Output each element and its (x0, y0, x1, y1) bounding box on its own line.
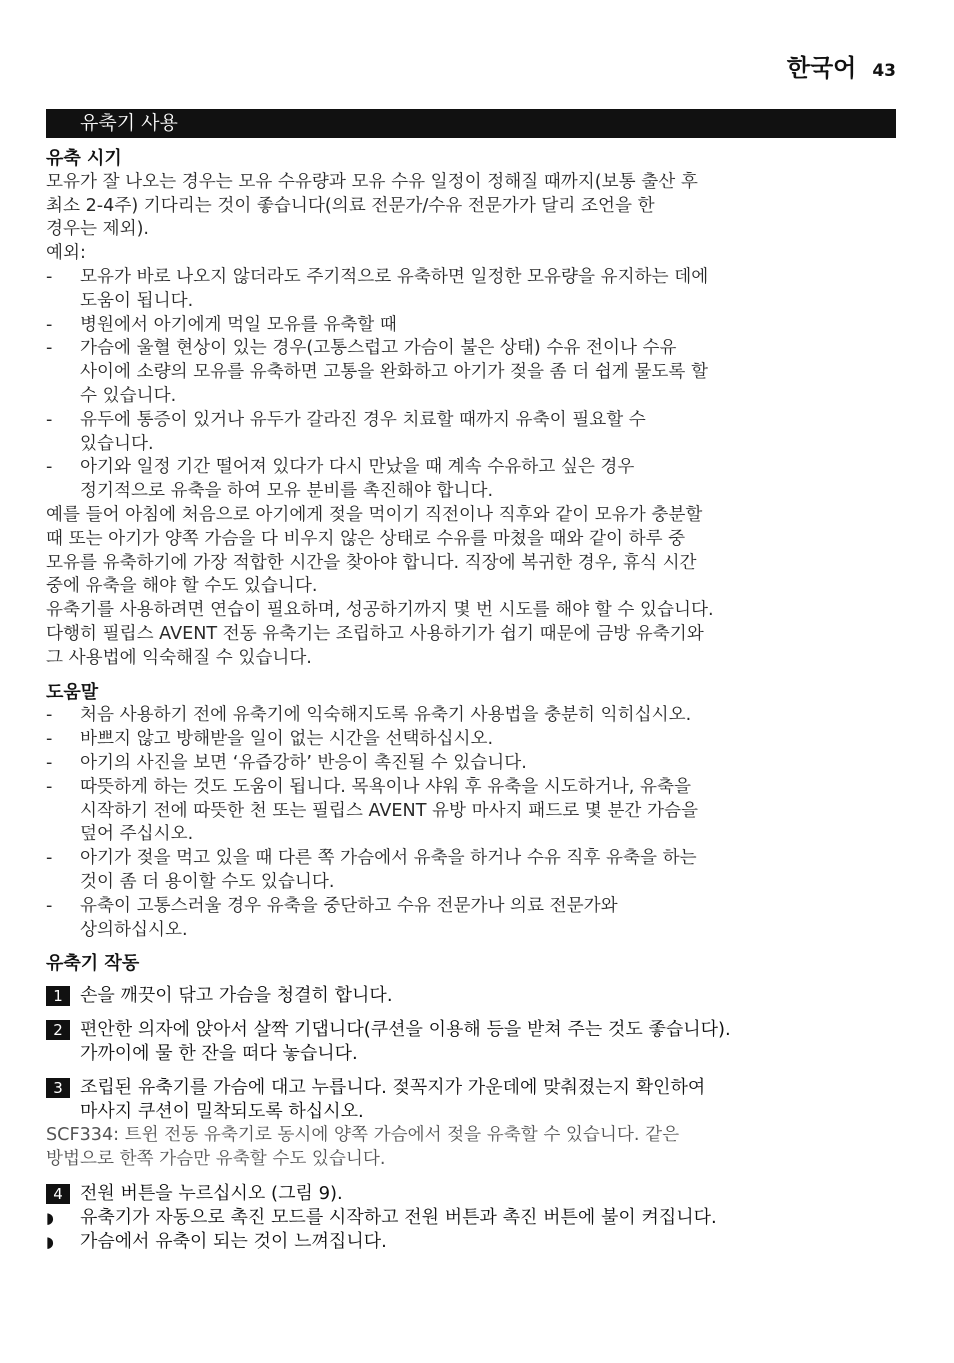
when-heading: 유축 시기 (46, 148, 122, 169)
when-body-line: 그 사용법에 익숙해질 수 있습니다. (46, 647, 312, 668)
tip-item (46, 728, 902, 752)
exception-item (46, 314, 902, 338)
result-item: ◗ 유축기가 자동으로 촉진 모드를 시작하고 전원 버튼과 촉진 버튼에 불이 켜집니다. (46, 1206, 902, 1230)
tip-item (46, 704, 902, 728)
exception-item (46, 456, 902, 504)
list-text: 것이 좀 더 용이할 수도 있습니다. (80, 871, 335, 892)
step-number-badge: 1 (46, 986, 70, 1006)
list-text: 정기적으로 유축을 하여 모유 분비를 촉진해야 합니다. (80, 481, 494, 502)
step-text: 가까이에 물 한 잔을 떠다 놓습니다. (80, 1043, 358, 1065)
list-text: 상의하십시오. (80, 919, 188, 940)
when-body-line: 예를 들어 아침에 처음으로 아기에게 젖을 먹이기 직전이나 직후와 같이 모유가 충분할 (46, 504, 703, 525)
list-text: - 가슴에 울혈 현상이 있는 경우(고통스럽고 가슴이 불은 상태) 수유 전이나 수유 (80, 338, 677, 359)
section-title-bar: 유축기 사용 (46, 109, 896, 138)
tip-item (46, 847, 902, 895)
list-text: - 아기와 일정 기간 떨어져 있다가 다시 만났을 때 계속 수유하고 싶은 경우 (80, 457, 635, 478)
result-list (46, 1206, 902, 1254)
page-content (46, 147, 902, 1254)
page-header (787, 48, 896, 83)
step-number-badge: 2 (46, 1020, 70, 1040)
when-body-line: 중에 유축을 해야 할 수도 있습니다. (46, 576, 318, 597)
step-text: 마사지 쿠션이 밀착되도록 하십시오. (80, 1101, 364, 1123)
list-text: 도움이 됩니다. (80, 290, 194, 311)
list-text: - 아기가 젖을 먹고 있을 때 다른 쪽 가슴에서 유축을 하거나 수유 직후 유축을 하는 (80, 848, 697, 869)
exception-item (46, 337, 902, 408)
when-intro-line: 최소 2-4주) 기다리는 것이 좋습니다(의료 전문가/수유 전문가가 달리 조언을 한 (46, 195, 655, 216)
step-number-badge: 3 (46, 1078, 70, 1098)
model-note-line: 방법으로 한쪽 가슴만 유축할 수도 있습니다. (46, 1148, 386, 1169)
page-number: 43 (872, 61, 896, 81)
list-text: 시작하기 전에 따뜻한 천 또는 필립스 AVENT 유방 마사지 패드로 몇 분간 가슴을 (80, 800, 698, 821)
when-body-line: 유축기를 사용하려면 연습이 필요하며, 성공하기까지 몇 번 시도를 해야 할 수 있습니다. (46, 600, 714, 621)
tip-item (46, 776, 902, 847)
tips-list (46, 704, 902, 942)
step-2 (46, 1018, 902, 1066)
list-text: - 병원에서 아기에게 먹일 모유를 유축할 때 (80, 314, 397, 335)
list-text: 사이에 소량의 모유를 유축하면 고통을 완화하고 아기가 젖을 좀 더 쉽게 물도록 할 (80, 362, 708, 383)
exception-item (46, 409, 902, 457)
when-intro-line: 예외: (46, 243, 86, 264)
list-text: - 따뜻하게 하는 것도 도움이 됩니다. 목욕이나 샤워 후 유축을 시도하거나, 유축을 (80, 776, 691, 797)
tips-heading: 도움말 (46, 681, 99, 703)
when-body-line: 다행히 필립스 AVENT 전동 유축기는 조립하고 사용하기가 쉽기 때문에 금방 유축기와 (46, 623, 704, 644)
when-body-line: 때 또는 아기가 양쪽 가슴을 다 비우지 않은 상태로 수유를 마쳤을 때와 같이 하루 중 (46, 528, 686, 549)
language-label: 한국어 (786, 54, 857, 82)
when-intro-line: 모유가 잘 나오는 경우는 모유 수유량과 모유 수유 일정이 정해질 때까지(보통 출산 후 (46, 171, 698, 192)
tip-item (46, 752, 902, 776)
when-intro-line: 경우는 제외). (46, 219, 150, 240)
step-text: 편안한 의자에 앉아서 살짝 기댑니다(쿠션을 이용해 등을 받쳐 주는 것도 좋습니다). (80, 1019, 731, 1041)
step-text: 손을 깨끗이 닦고 가슴을 청결히 합니다. (80, 985, 393, 1007)
step-3 (46, 1076, 902, 1124)
step-4 (46, 1182, 902, 1206)
list-text: - 유두에 통증이 있거나 유두가 갈라진 경우 치료할 때까지 유축이 필요할 수 (80, 409, 646, 430)
tip-item (46, 895, 902, 943)
list-text: - 아기의 사진을 보면 ‘유즙강하’ 반응이 촉진될 수 있습니다. (80, 752, 527, 773)
list-text: - 유축이 고통스러울 경우 유축을 중단하고 수유 전문가나 의료 전문가와 (80, 895, 618, 916)
list-text: 있습니다. (80, 433, 154, 454)
exception-item (46, 266, 902, 314)
list-text: 덮어 주십시오. (80, 824, 194, 845)
list-text: - 바쁘지 않고 방해받을 일이 없는 시간을 선택하십시오. (80, 729, 494, 750)
when-body-line: 모유를 유축하기에 가장 적합한 시간을 찾아야 합니다. 직장에 복귀한 경우, 휴식 시간 (46, 552, 697, 573)
list-text: 수 있습니다. (80, 385, 177, 406)
model-note-line: SCF334: 트윈 전동 유축기로 동시에 양쪽 가슴에서 젖을 유축할 수 있습니다. 같은 (46, 1125, 680, 1146)
operation-heading: 유축기 작동 (46, 953, 140, 975)
list-text: - 처음 사용하기 전에 유축기에 익숙해지도록 유축기 사용법을 충분히 익히십시오. (80, 705, 692, 726)
exception-list (46, 266, 902, 504)
list-text: - 모유가 바로 나오지 않더라도 주기적으로 유축하면 일정한 모유량을 유지하는 데에 (80, 266, 709, 287)
step-1 (46, 984, 902, 1008)
step-text: 전원 버튼을 누르십시오 (그림 9). (80, 1182, 343, 1204)
result-item: ◗ 가슴에서 유축이 되는 것이 느껴집니다. (46, 1230, 902, 1254)
step-number-badge: 4 (46, 1184, 70, 1204)
step-text: 조립된 유축기를 가슴에 대고 누릅니다. 젖꼭지가 가운데에 맞춰졌는지 확인하여 (80, 1077, 706, 1099)
